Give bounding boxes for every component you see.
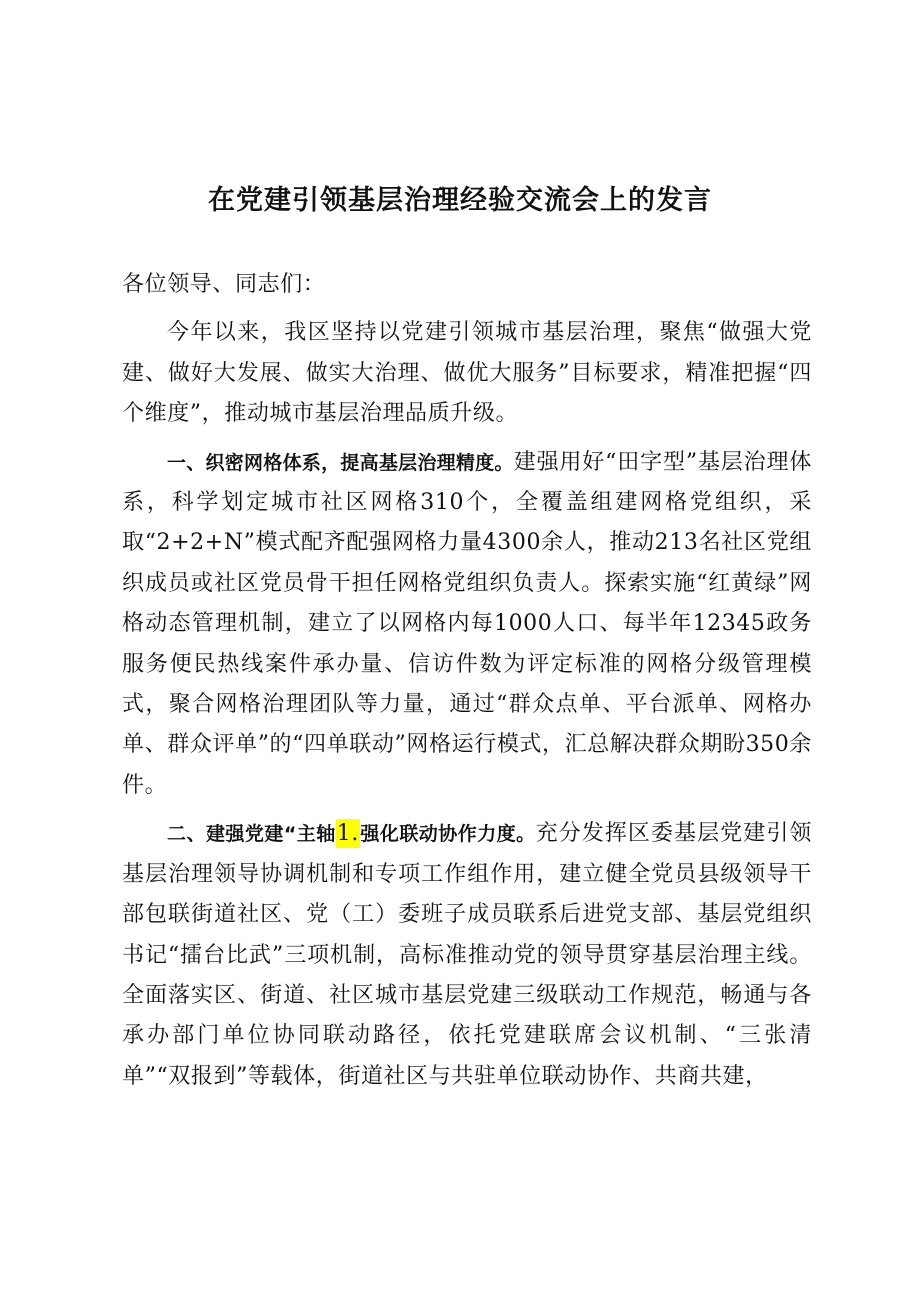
section-2-paragraph xyxy=(122,814,812,1097)
highlight-marker: 1. xyxy=(336,821,359,847)
section-2-heading-part2: 强化联动协作力度。 xyxy=(359,823,536,846)
section-1-paragraph xyxy=(122,443,812,807)
section-1-text: 建强用好“田字型”基层治理体系，科学划定城市社区网格310个，全覆盖组建网格党组织，采取“2+2+N”模式配齐配强网格力量4300余人，推动213名社区党组织成员或社区党员骨干担任网格党组织负责人。探索实施“红黄绿”网格动态管理机制，建立了以网格内每1000人口、每半年12345政务服务便民热线案件承办量、信访件数为评定标准的网格分级管理模式，聚合网格治理团队等力量，通过“群众点单、平台派单、网格办单、群众评单”的“四单联动”网格运行模式，汇总解决群众期盼350余件。 xyxy=(122,449,812,798)
section-1-heading: 一、织密网格体系，提高基层治理精度。 xyxy=(167,451,514,474)
document-body xyxy=(122,265,812,1097)
document-title: 在党建引领基层治理经验交流会上的发言 xyxy=(208,185,712,216)
section-2-heading-part1: 二、建强党建“主轴 xyxy=(167,823,336,846)
intro-paragraph: 今年以来，我区坚持以党建引领城市基层治理，聚焦“做强大党建、做好大发展、做实大治理、做优大服务”目标要求，精准把握“四个维度”，推动城市基层治理品质升级。 xyxy=(122,320,812,427)
section-2-text: 充分发挥区委基层党建引领基层治理领导协调机制和专项工作组作用，建立健全党员县级领导干部包联街道社区、党（工）委班子成员联系后进党支部、基层党组织书记“擂台比武”三项机制，高标准推动党的领导贯穿基层治理主线。全面落实区、街道、社区城市基层党建三级联动工作规范，畅通与各承办部门单位协同联动路径，依托党建联席会议机制、“三张清单”“双报到”等载体，街道社区与共驻单位联动协作、共商共建， xyxy=(122,821,812,1089)
salutation: 各位领导、同志们： xyxy=(122,272,326,297)
